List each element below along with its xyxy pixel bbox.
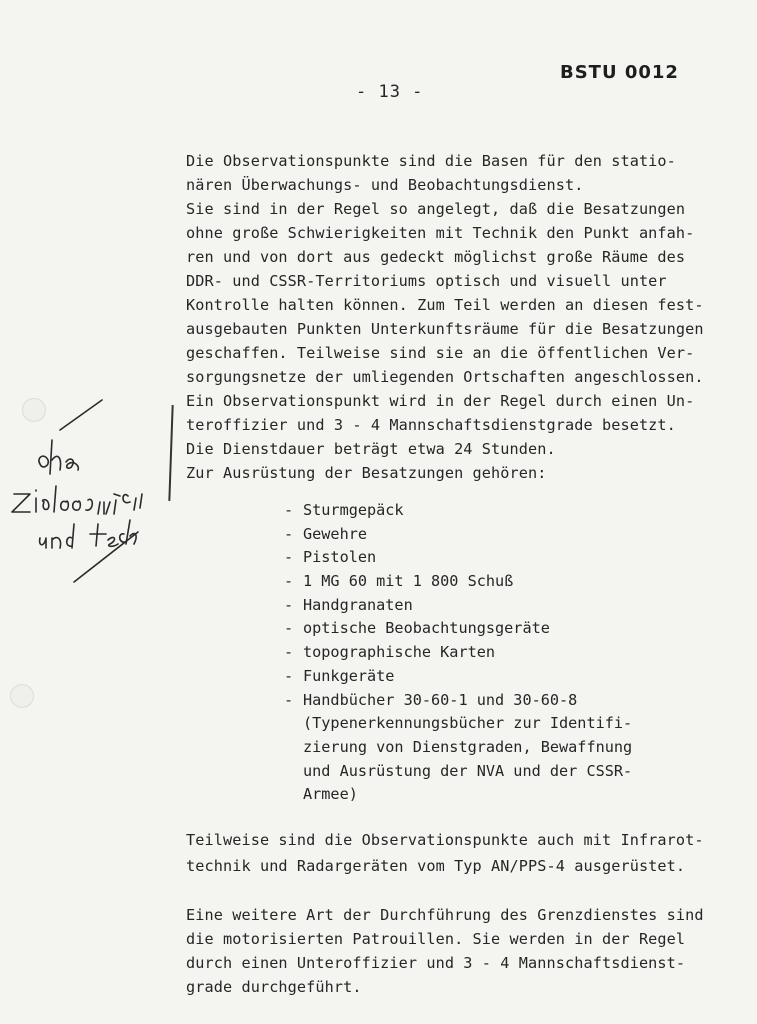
text-line: Die Dienstdauer beträgt etwa 24 Stunden.: [186, 440, 556, 458]
list-item-note: zierung von Dienstgraden, Bewaffnung: [303, 737, 633, 756]
pen-stroke: [74, 532, 138, 582]
list-item-note: (Typenerkennungsbücher zur Identifi-: [303, 714, 633, 733]
text-line: Kontrolle halten können. Zum Teil werden an diesen fest-: [186, 296, 704, 314]
text-line: technik und Radargeräten vom Typ AN/PPS-4 ausgerüstet.: [186, 857, 686, 875]
handwriting-zielfahrzeugen: [12, 486, 142, 514]
text-line: ohne große Schwierigkeiten mit Technik den Punkt anfah-: [186, 224, 695, 242]
list-item-note: und Ausrüstung der NVA und der CSSR-: [303, 761, 633, 780]
text-line: Teilweise sind die Observationspunkte auch mit Infrarot-: [186, 831, 704, 849]
text-line: Sie sind in der Regel so angelegt, daß die Besatzungen: [186, 200, 686, 218]
text-line: geschaffen. Teilweise sind sie an die öffentlichen Ver-: [186, 344, 695, 362]
text-line: ausgebauten Punkten Unterkunftsräume für die Besatzungen: [186, 320, 704, 338]
list-item: - Handbücher 30-60-1 und 30-60-8: [284, 690, 578, 709]
text-line: Zur Ausrüstung der Besatzungen gehören:: [186, 464, 547, 482]
archive-stamp: BSTU 0012: [560, 62, 679, 83]
text-line: DDR- und CSSR-Territoriums optisch und visuell unter: [186, 272, 667, 290]
list-item: - Sturmgepäck: [284, 501, 404, 519]
list-item: - Pistolen: [284, 548, 377, 567]
text-line: nären Überwachungs- und Beobachtungsdienst.: [186, 176, 584, 194]
text-line: Die Observationspunkte sind die Basen für den statio-: [186, 152, 676, 170]
list-item-note: Armee): [303, 785, 358, 804]
page-number: - 13 -: [356, 82, 424, 102]
punch-hole: [10, 684, 34, 708]
pen-stroke: [60, 400, 102, 430]
list-item: - 1 MG 60 mit 1 800 Schuß: [284, 572, 514, 591]
list-item: - topographische Karten: [284, 643, 496, 662]
list-item: - Funkgeräte: [284, 666, 395, 685]
text-line: grade durchgeführt.: [186, 978, 362, 996]
handwritten-margin-note: [0, 390, 170, 600]
handwriting-ohne: [39, 440, 78, 474]
text-line: teroffizier und 3 - 4 Mannschaftsdienstgrade besetzt.: [186, 416, 676, 434]
list-item: - Gewehre: [284, 524, 368, 543]
list-item: - optische Beobachtungsgeräte: [284, 619, 550, 638]
text-line: Eine weitere Art der Durchführung des Grenzdienstes sind: [186, 906, 704, 924]
list-item: - Handgranaten: [284, 595, 413, 614]
text-line: Ein Observationspunkt wird in der Regel durch einen Un-: [186, 392, 695, 410]
text-line: durch einen Unteroffizier und 3 - 4 Mannschaftsdienst-: [186, 954, 686, 972]
text-line: die motorisierten Patrouillen. Sie werden in der Regel: [186, 930, 686, 948]
text-line: ren und von dort aus gedeckt möglichst große Räume des: [186, 248, 686, 266]
equipment-list: [284, 501, 632, 809]
text-line: sorgungsnetze der umliegenden Ortschaften angeschlossen.: [186, 368, 704, 386]
